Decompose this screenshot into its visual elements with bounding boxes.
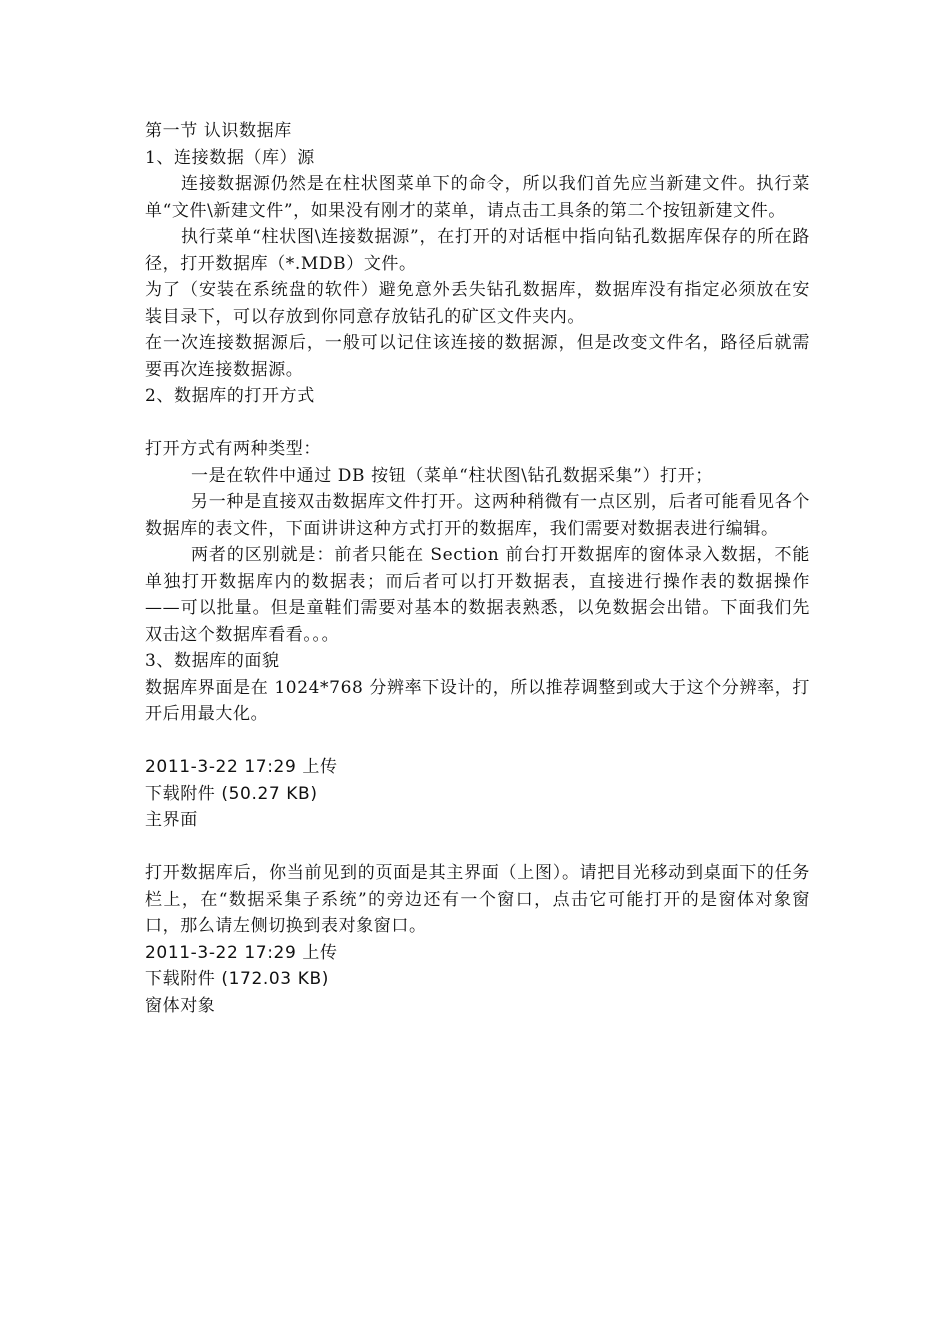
- paragraph: 在一次连接数据源后，一般可以记住该连接的数据源，但是改变文件名，路径后就需要再次连接数据源。: [145, 333, 810, 380]
- heading-database-appearance: 3、数据库的面貌: [145, 651, 280, 671]
- section-title: 第一节 认识数据库: [145, 121, 292, 141]
- blank-line: [145, 410, 810, 437]
- paragraph: 数据库界面是在 1024*768 分辨率下设计的，所以推荐调整到或大于这个分辨率，打开后用最大化。: [145, 677, 810, 724]
- paragraph: 两者的区别就是：前者只能在 Section 前台打开数据库的窗体录入数据，不能单独打开数据库内的数据表；而后者可以打开数据表，直接进行操作表的数据操作——可以批量。但是童鞋们需要对基本的数据表熟悉，以免数据会出错。下面我们先双击这个数据库看看。。。: [145, 545, 810, 645]
- paragraph: 为了（安装在系统盘的软件）避免意外丢失钻孔数据库，数据库没有指定必须放在安装目录下，可以存放到你同意存放钻孔的矿区文件夹内。: [145, 280, 810, 327]
- paragraph: 执行菜单“柱状图\连接数据源”，在打开的对话框中指向钻孔数据库保存的所在路径，打开数据库（*.MDB）文件。: [145, 227, 810, 274]
- attachment-caption: 窗体对象: [145, 995, 216, 1016]
- attachment-caption: 主界面: [145, 810, 198, 830]
- paragraph: 连接数据源仍然是在柱状图菜单下的命令，所以我们首先应当新建文件。执行菜单“文件\新建文件”，如果没有刚才的菜单，请点击工具条的第二个按钮新建文件。: [145, 174, 810, 221]
- attachment-upload-time: 2011-3-22 17:29 上传: [145, 757, 338, 777]
- blank-line: [145, 834, 810, 861]
- heading-open-methods: 2、数据库的打开方式: [145, 386, 315, 406]
- heading-connect-datasource: 1、连接数据（库）源: [145, 147, 315, 168]
- attachment-download-link[interactable]: 下载附件 (50.27 KB): [145, 783, 318, 804]
- blank-line: [145, 728, 810, 755]
- paragraph: 另一种是直接双击数据库文件打开。这两种稍微有一点区别，后者可能看见各个数据库的表文件，下面讲讲这种方式打开的数据库，我们需要对数据表进行编辑。: [145, 492, 810, 539]
- paragraph: 一是在软件中通过 DB 按钮（菜单“柱状图\钻孔数据采集”）打开；: [191, 465, 713, 486]
- document-body: [145, 118, 810, 1019]
- attachment-download-link[interactable]: 下载附件 (172.03 KB): [145, 969, 329, 989]
- attachment-upload-time: 2011-3-22 17:29 上传: [145, 942, 338, 963]
- paragraph: 打开方式有两种类型：: [145, 439, 321, 459]
- paragraph: 打开数据库后，你当前见到的页面是其主界面（上图）。请把目光移动到桌面下的任务栏上，在“数据采集子系统”的旁边还有一个窗口，点击它可能打开的是窗体对象窗口，那么请左侧切换到表对象窗口。: [145, 863, 810, 936]
